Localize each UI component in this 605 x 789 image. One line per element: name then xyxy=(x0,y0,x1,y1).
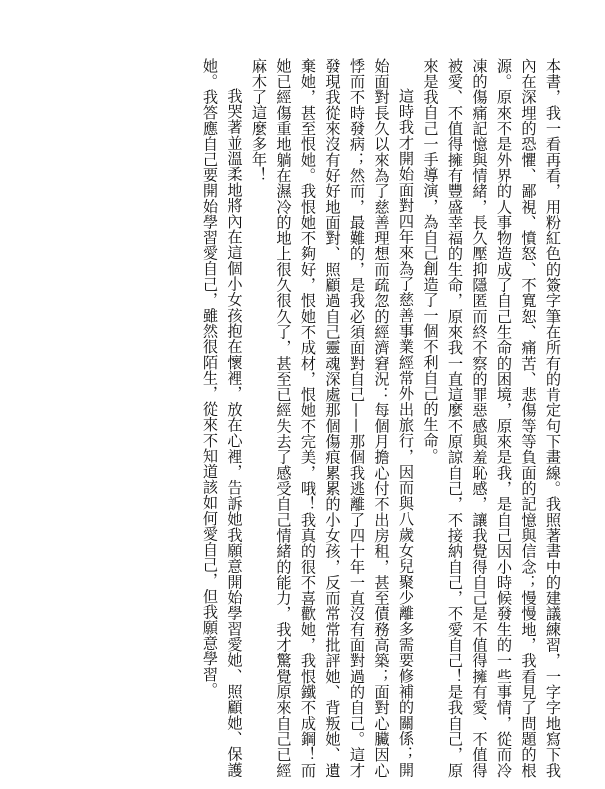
paragraph-3: 我哭著並溫柔地將內在這個小女孩抱在懷裡，放在心裡，告訴她我願意開始學習愛她、照顧她、保護她。我答應自己要開始學習愛自己，雖然很陌生，從來不知道該如何愛自己，但我願意學習。 xyxy=(201,58,244,778)
paragraph-2: 這時我才開始面對四年來為了慈善事業經常外出旅行，因而與八歲女兒聚少離多需要修補的關係；開始面對長久以來為了慈善理想而疏忽的經濟窘況：每個月擔心付不出房租，甚至債務高築；面對心臟因心悸而不時發病；然而，最難的，是我必須面對自己——那個我逃離了四十年一直沒有面對過的自己。這才發現我從來沒有好好地面對、照顧過自己靈魂深處那個傷痕累累的小女孩，反而常常批評她、背叛她、遺棄她，甚至恨她。我恨她不夠好，恨她不成材，恨她不完美，哦！我真的很不喜歡她，我恨鐵不成鋼！而她已經傷重地躺在濕冷的地上很久很久了，甚至已經失去了感受自己情緒的能力，我才驚覺原來自己已經麻木了這麼多年！ xyxy=(250,58,415,778)
paragraph-1: 本書，我一看再看，用粉紅色的簽字筆在所有的肯定句下畫線。我照著書中的建議練習，一字字地寫下我內在深埋的恐懼、鄙視、憤怒、不寬恕、痛苦、悲傷等等負面的記憶與信念；慢慢地，我看見了問題的根源。原來不是外界的人事物造成了自己生命的困境，原來是我，是自己因小時候發生的一些事情，從而冷凍的傷痛記憶與情緒，長久壓抑隱匿而終不察的罪惡感與羞恥感，讓我覺得自己是不值得擁有愛、不值得被愛、不值得擁有豐盛幸福的生命，原來我一直這麼不原諒自己，不接納自己，不愛自己！是我自己，原來是我自己一手導演，為自己創造了一個不利自己的生命。 xyxy=(421,58,562,778)
vertical-text-body xyxy=(198,58,566,778)
